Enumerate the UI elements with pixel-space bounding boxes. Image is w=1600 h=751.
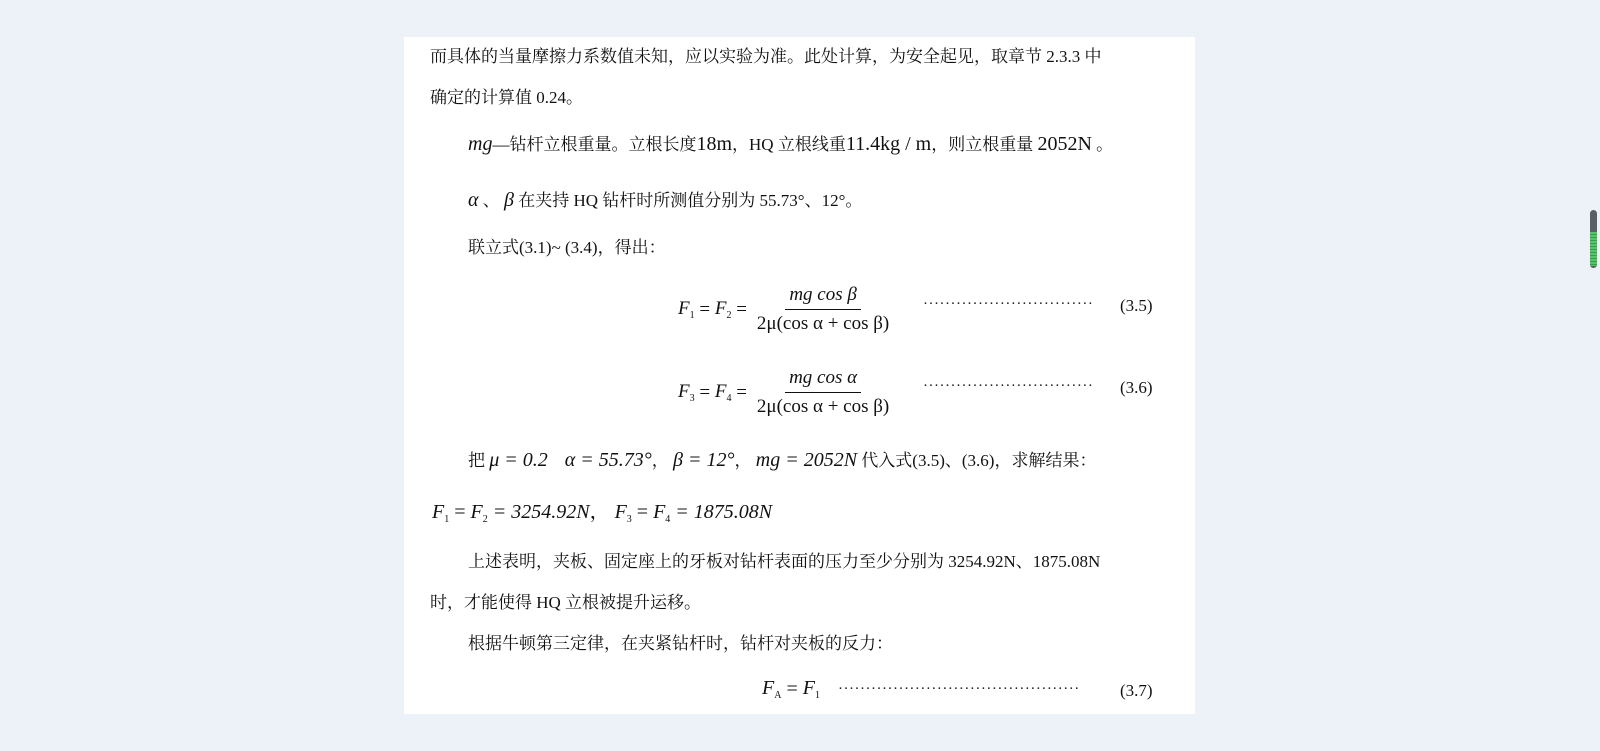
document-page	[404, 37, 1195, 714]
math-value: 2052N	[1037, 133, 1092, 155]
alpha-symbol: α	[468, 189, 479, 211]
text: ，HQ 立根线重	[732, 135, 846, 154]
text: ，则立根重量	[931, 135, 1034, 154]
paragraph-line: 上述表明，夹板、固定座上的牙板对钻杆表面的压力至少分别为 3254.92N、1875.08N	[468, 552, 1101, 571]
text: 。	[1096, 135, 1114, 154]
paragraph-line: 根据牛顿第三定律，在夹紧钻杆时，钻杆对夹板的反力：	[468, 634, 893, 653]
beta-symbol: β	[504, 189, 514, 211]
scroll-progress-indicator	[1590, 232, 1597, 266]
results-line: $F_1 = F_2 = 3254.92N$， $F_3 = F_4 = 1875.08N$	[432, 501, 773, 525]
scrollbar[interactable]	[1590, 210, 1597, 268]
math-symbol: mg	[468, 133, 493, 155]
leader-dots: ············································	[838, 681, 1080, 697]
equation-3-5: $F_1$ = $F_2$ = $\frac{\text{mg cos β}}{\text{2μ(cos α + cos β)}}$	[678, 284, 893, 335]
text: —钻杆立根重量。立根长度	[492, 135, 697, 154]
text: 在夹持 HQ 钻杆时所测值分别为 55.73°、12°。	[518, 191, 863, 210]
equation-number: (3.5)	[1120, 296, 1153, 315]
substitution-line: 把 μ = 0.2 α = 55.73°， β = 12°， mg = 2052N 代入式(3.5)、(3.6)，求解结果：	[468, 449, 1097, 471]
equation-3-6: $F_3$ = $F_4$ = $\frac{\text{mg cos α}}{\text{2μ(cos α + cos β)}}$	[678, 367, 893, 418]
angles-definition	[468, 190, 862, 211]
mg-definition	[468, 134, 1113, 155]
equation-number: (3.7)	[1120, 681, 1153, 700]
paragraph-line: 而具体的当量摩擦力系数值未知，应以实验为准。此处计算，为安全起见，取章节 2.3.3 中	[430, 47, 1102, 66]
equation-3-7: $F_A$ = $F_1$	[762, 677, 820, 701]
equation-number: (3.6)	[1120, 378, 1153, 397]
paragraph-line: 确定的计算值 0.24。	[430, 88, 583, 107]
math-value: 18m	[696, 133, 733, 155]
fraction: $\frac{\text{mg cos β}}{\text{2μ(cos α + cos β)}}$	[756, 284, 890, 334]
combine-text: 联立式(3.1)~ (3.4)，得出：	[468, 238, 666, 257]
leader-dots: ·······························	[923, 378, 1094, 394]
leader-dots: ·······························	[923, 296, 1094, 312]
text: 、	[482, 191, 500, 210]
fraction: $\frac{\text{mg cos α}}{\text{2μ(cos α + cos β)}}$	[756, 367, 890, 417]
math-value: 11.4kg / m	[845, 133, 932, 155]
paragraph-line: 时，才能使得 HQ 立根被提升运移。	[430, 593, 702, 612]
